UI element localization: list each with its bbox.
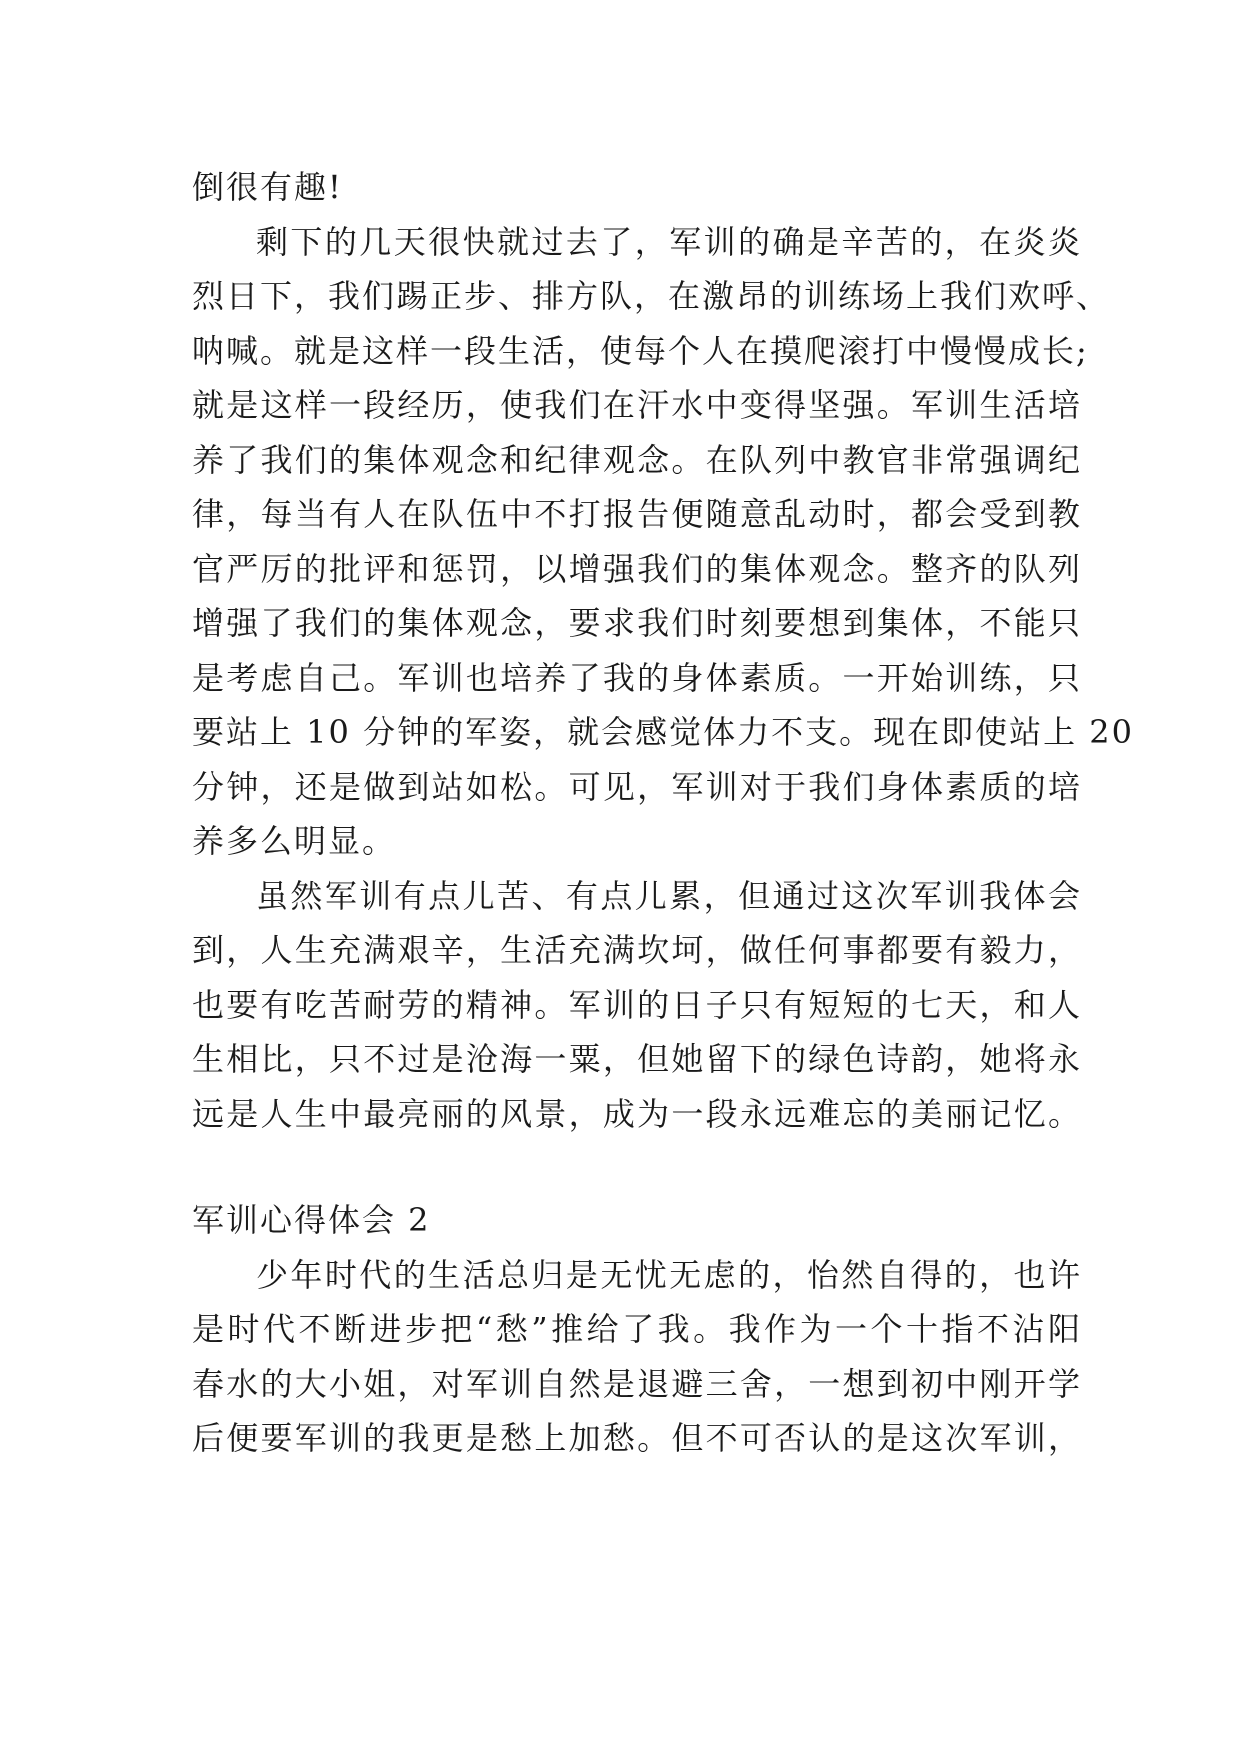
section-heading <box>192 1193 1082 1248</box>
text-line: 增强了我们的集体观念，要求我们时刻要想到集体，不能只 <box>192 604 1082 642</box>
text-line: 倒很有趣! <box>192 168 343 206</box>
paragraph <box>192 215 1134 869</box>
text-line: 烈日下，我们踢正步、排方队，在激昂的训练场上我们欢呼、 <box>192 277 1111 315</box>
text-line: 虽然军训有点儿苦、有点儿累，但通过这次军训我体会 <box>256 876 1082 915</box>
text-line: 春水的大小姐，对军训自然是退避三舍，一想到初中刚开学 <box>192 1364 1082 1403</box>
text-line: 就是这样一段经历，使我们在汗水中变得坚强。军训生活培 <box>192 386 1082 424</box>
text-line: 到，人生充满艰辛，生活充满坎坷，做任何事都要有毅力， <box>192 931 1082 969</box>
text-line: 官严厉的批评和惩罚，以增强我们的集体观念。整齐的队列 <box>192 549 1082 588</box>
text-line: 养了我们的集体观念和纪律观念。在队列中教官非常强调纪 <box>192 440 1082 479</box>
text-line: 分钟，还是做到站如松。可见，军训对于我们身体素质的培 <box>192 767 1082 806</box>
text-line: 呐喊。就是这样一段生活，使每个人在摸爬滚打中慢慢成长; <box>192 331 1089 370</box>
paragraph <box>192 1248 1082 1466</box>
text-line: 是考虑自己。军训也培养了我的身体素质。一开始训练，只 <box>192 658 1082 697</box>
paragraph-continued <box>192 160 1082 215</box>
text-line: 少年时代的生活总归是无忧无虑的，怡然自得的，也许 <box>256 1255 1082 1294</box>
text-line: 是时代不断进步把“愁”推给了我。我作为一个十指不沾阳 <box>192 1310 1082 1348</box>
text-line: 远是人生中最亮丽的风景，成为一段永远难忘的美丽记忆。 <box>192 1094 1082 1133</box>
text-line: 生相比，只不过是沧海一粟，但她留下的绿色诗韵，她将永 <box>192 1040 1082 1078</box>
heading-text: 军训心得体会 2 <box>192 1201 431 1239</box>
text-line: 剩下的几天很快就过去了，军训的确是辛苦的，在炎炎 <box>256 222 1082 261</box>
text-line: 后便要军训的我更是愁上加愁。但不可否认的是这次军训， <box>192 1419 1082 1457</box>
text-line: 律，每当有人在队伍中不打报告便随意乱动时，都会受到教 <box>192 495 1082 533</box>
text-line: 养多么明显。 <box>192 822 397 860</box>
text-line: 要站上 10 分钟的军姿，就会感觉体力不支。现在即使站上 20 <box>192 713 1134 751</box>
paragraph <box>192 869 1082 1142</box>
text-line: 也要有吃苦耐劳的精神。军训的日子只有短短的七天，和人 <box>192 985 1082 1024</box>
document-body <box>192 160 1134 1466</box>
